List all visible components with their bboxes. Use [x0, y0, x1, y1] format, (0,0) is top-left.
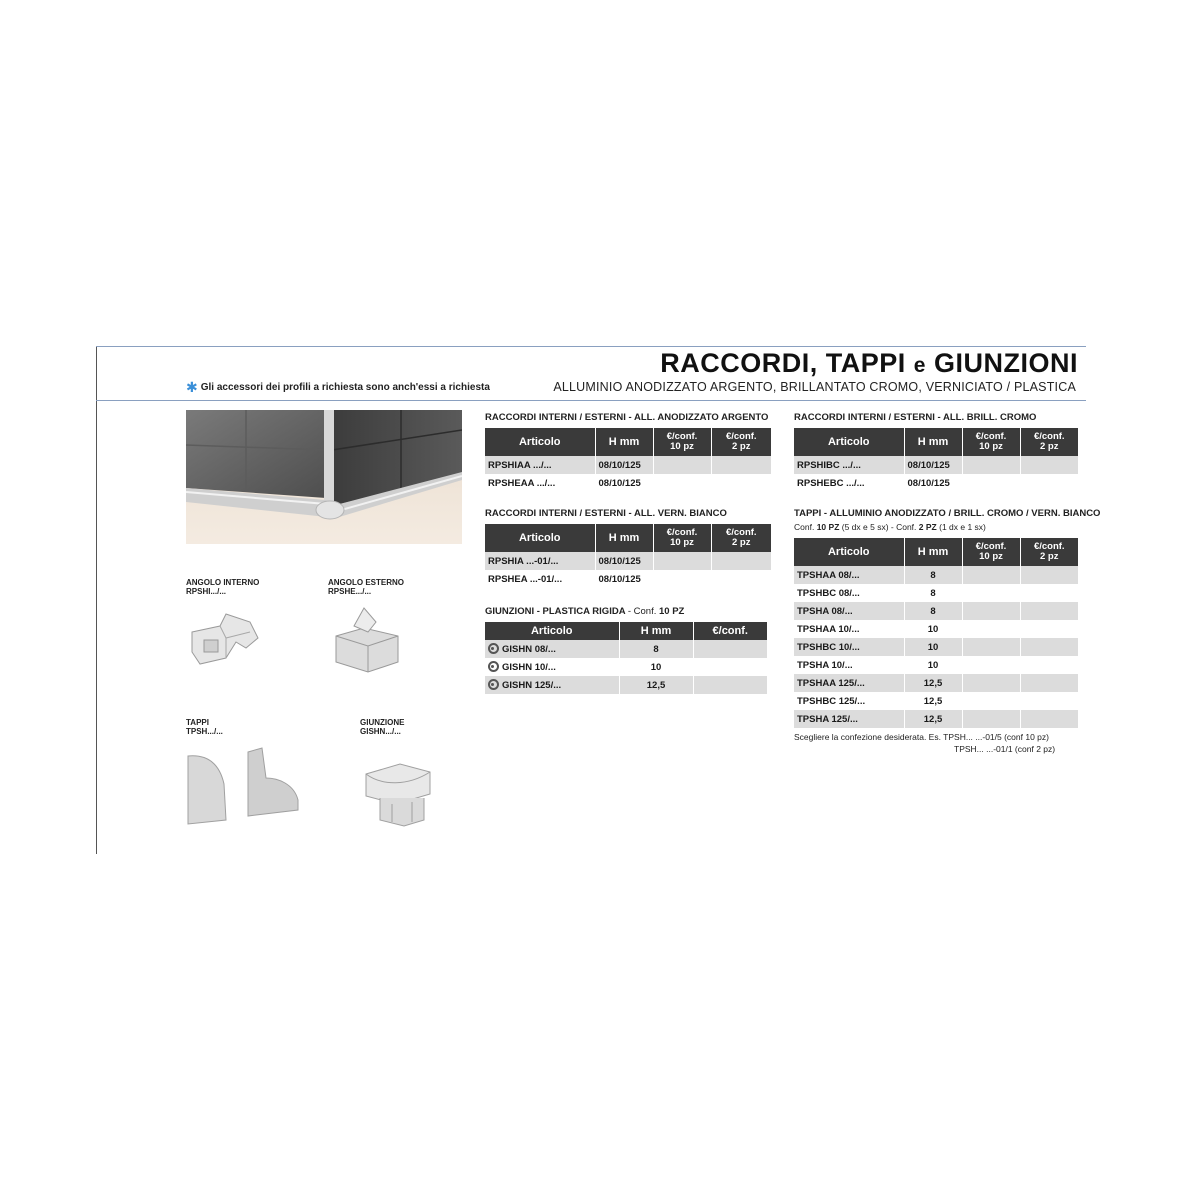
height-cell: 08/10/125: [904, 474, 962, 492]
article-code-cell: TPSHAA 125/...: [794, 674, 904, 692]
article-code-cell: RPSHEBC .../...: [794, 474, 904, 492]
price-cell: [962, 602, 1020, 620]
table-raccordi-argento: [485, 428, 771, 492]
table-giunzioni: [485, 622, 767, 694]
article-code-cell: TPSHBC 08/...: [794, 584, 904, 602]
table-row: [794, 602, 1078, 620]
column-header: €/conf. 2 pz: [1020, 538, 1078, 566]
price-cell: [653, 570, 711, 588]
recycle-icon: [488, 643, 499, 654]
price-cell: [962, 638, 1020, 656]
table-row: [794, 474, 1078, 492]
table-row: [485, 552, 771, 570]
height-cell: 08/10/125: [595, 474, 653, 492]
price-cell: [1020, 674, 1078, 692]
price-cell: [1020, 638, 1078, 656]
height-cell: 10: [904, 620, 962, 638]
section-title-raccordi-bianco: RACCORDI INTERNI / ESTERNI - ALL. VERN. BIANCO: [485, 508, 727, 519]
column-header: H mm: [595, 524, 653, 552]
price-cell: [1020, 710, 1078, 728]
price-cell: [962, 474, 1020, 492]
height-cell: 12,5: [904, 674, 962, 692]
outer-corner-image: [328, 602, 408, 674]
article-code-cell: RPSHIBC .../...: [794, 456, 904, 474]
price-cell: [693, 676, 767, 694]
table-row: [485, 570, 771, 588]
table-row: [485, 456, 771, 474]
product-name: ANGOLO INTERNO: [186, 578, 260, 587]
height-cell: 08/10/125: [904, 456, 962, 474]
price-cell: [962, 620, 1020, 638]
price-cell: [653, 456, 711, 474]
column-header: €/conf. 2 pz: [711, 428, 771, 456]
table-row: [794, 584, 1078, 602]
section-title-raccordi-cromo: RACCORDI INTERNI / ESTERNI - ALL. BRILL. CROMO: [794, 412, 1037, 423]
product-code: RPSHE.../...: [328, 587, 372, 596]
article-code-cell: RPSHIA ...-01/...: [485, 552, 595, 570]
inner-corner-image: [186, 604, 266, 674]
recycle-icon: [488, 661, 499, 672]
product-angolo-interno: [186, 578, 266, 679]
table-row: [794, 566, 1078, 584]
article-code-cell: GISHN 125/...: [485, 676, 619, 694]
column-header: €/conf. 10 pz: [653, 524, 711, 552]
height-cell: 10: [904, 638, 962, 656]
height-cell: 12,5: [619, 676, 693, 694]
height-cell: 8: [619, 640, 693, 658]
price-cell: [962, 584, 1020, 602]
column-header: H mm: [619, 622, 693, 640]
table-row: [794, 674, 1078, 692]
joint-image: [360, 746, 444, 830]
tile-corner-photo: [186, 410, 462, 544]
price-cell: [653, 552, 711, 570]
price-cell: [711, 474, 771, 492]
tappi-footnote-1: Scegliere la confezione desiderata. Es. TPSH... ...-01/5 (conf 10 pz): [794, 732, 1049, 742]
article-code-cell: TPSHA 125/...: [794, 710, 904, 728]
price-cell: [1020, 692, 1078, 710]
height-cell: 12,5: [904, 692, 962, 710]
catalog-frame: [96, 346, 1101, 856]
product-tappi: [186, 718, 306, 833]
product-giunzione: [360, 718, 444, 835]
table-row: [794, 456, 1078, 474]
article-code-cell: TPSHAA 10/...: [794, 620, 904, 638]
table-raccordi-bianco: [485, 524, 771, 588]
column-header: Articolo: [794, 428, 904, 456]
height-cell: 08/10/125: [595, 552, 653, 570]
price-cell: [962, 656, 1020, 674]
price-cell: [1020, 456, 1078, 474]
asterisk-icon: ✱: [186, 379, 198, 395]
price-cell: [1020, 474, 1078, 492]
price-cell: [962, 692, 1020, 710]
price-cell: [962, 674, 1020, 692]
column-header: Articolo: [485, 622, 619, 640]
article-code-cell: TPSHBC 10/...: [794, 638, 904, 656]
table-row: [485, 474, 771, 492]
column-header: H mm: [904, 428, 962, 456]
height-cell: 8: [904, 566, 962, 584]
product-angolo-esterno: [328, 578, 408, 679]
price-cell: [653, 474, 711, 492]
height-cell: 08/10/125: [595, 456, 653, 474]
article-code-cell: TPSHAA 08/...: [794, 566, 904, 584]
page-subtitle: ALLUMINIO ANODIZZATO ARGENTO, BRILLANTATO CROMO, VERNICIATO / PLASTICA: [553, 380, 1076, 394]
product-code: RPSHI.../...: [186, 587, 227, 596]
height-cell: 08/10/125: [595, 570, 653, 588]
column-header: €/conf. 10 pz: [962, 428, 1020, 456]
column-header: €/conf. 2 pz: [1020, 428, 1078, 456]
table-row: [485, 676, 767, 694]
price-cell: [693, 658, 767, 676]
price-cell: [1020, 656, 1078, 674]
table-row: [485, 640, 767, 658]
height-cell: 8: [904, 602, 962, 620]
article-code-cell: RPSHEA ...-01/...: [485, 570, 595, 588]
section-title-raccordi-argento: RACCORDI INTERNI / ESTERNI - ALL. ANODIZZATO ARGENTO: [485, 412, 769, 423]
table-raccordi-cromo: [794, 428, 1078, 492]
column-header: Articolo: [485, 428, 595, 456]
article-code-cell: TPSHBC 125/...: [794, 692, 904, 710]
price-cell: [1020, 620, 1078, 638]
table-row: [794, 692, 1078, 710]
table-row: [485, 658, 767, 676]
header-bottom-rule: [96, 400, 1086, 401]
article-code-cell: GISHN 10/...: [485, 658, 619, 676]
article-code-cell: RPSHIAA .../...: [485, 456, 595, 474]
product-name: TAPPI: [186, 718, 209, 727]
availability-note: ✱ Gli accessori dei profili a richiesta sono anch'essi a richiesta: [186, 379, 490, 395]
price-cell: [962, 710, 1020, 728]
price-cell: [711, 456, 771, 474]
price-cell: [693, 640, 767, 658]
column-header: H mm: [904, 538, 962, 566]
product-name: ANGOLO ESTERNO: [328, 578, 405, 587]
table-row: [794, 620, 1078, 638]
price-cell: [962, 566, 1020, 584]
price-cell: [1020, 584, 1078, 602]
price-cell: [962, 456, 1020, 474]
product-code: TPSH.../...: [186, 727, 223, 736]
header-top-rule: [96, 346, 1086, 347]
price-cell: [711, 570, 771, 588]
height-cell: 10: [904, 656, 962, 674]
price-cell: [711, 552, 771, 570]
column-header: Articolo: [485, 524, 595, 552]
price-cell: [1020, 566, 1078, 584]
column-header: €/conf. 2 pz: [711, 524, 771, 552]
page-title: RACCORDI, TAPPI e GIUNZIONI: [660, 348, 1078, 378]
height-cell: 12,5: [904, 710, 962, 728]
column-header: €/conf. 10 pz: [962, 538, 1020, 566]
product-code: GISHN.../...: [360, 727, 401, 736]
tappi-pack-info: Conf. 10 PZ (5 dx e 5 sx) - Conf. 2 PZ (1 dx e 1 sx): [794, 522, 986, 532]
article-code-cell: RPSHEAA .../...: [485, 474, 595, 492]
column-header: €/conf.: [693, 622, 767, 640]
frame-left-border: [96, 346, 97, 854]
recycle-icon: [488, 679, 499, 690]
end-caps-image: [186, 744, 306, 828]
section-title-giunzioni: GIUNZIONI - PLASTICA RIGIDA - Conf. 10 PZ: [485, 606, 685, 617]
column-header: Articolo: [794, 538, 904, 566]
price-cell: [1020, 602, 1078, 620]
article-code-cell: GISHN 08/...: [485, 640, 619, 658]
article-code-cell: TPSHA 10/...: [794, 656, 904, 674]
tappi-footnote-2: TPSH... ...-01/1 (conf 2 pz): [954, 744, 1056, 754]
height-cell: 8: [904, 584, 962, 602]
column-header: €/conf. 10 pz: [653, 428, 711, 456]
column-header: H mm: [595, 428, 653, 456]
table-row: [794, 656, 1078, 674]
article-code-cell: TPSHA 08/...: [794, 602, 904, 620]
section-title-tappi: TAPPI - ALLUMINIO ANODIZZATO / BRILL. CROMO / VERN. BIANCO: [794, 508, 1101, 519]
table-tappi: [794, 538, 1078, 728]
height-cell: 10: [619, 658, 693, 676]
table-row: [794, 638, 1078, 656]
table-row: [794, 710, 1078, 728]
product-name: GIUNZIONE: [360, 718, 405, 727]
